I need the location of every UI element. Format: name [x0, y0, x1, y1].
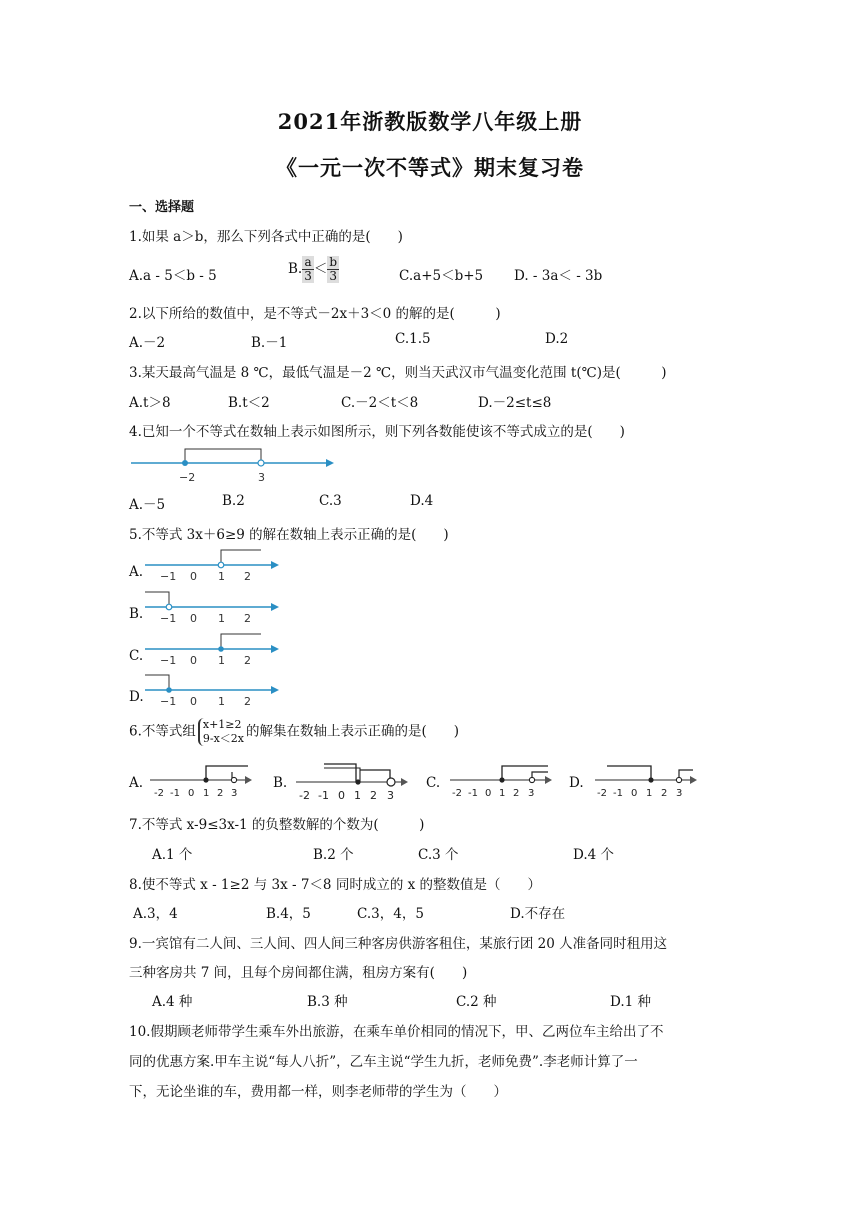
q2-option-b: B.－1 [251, 335, 288, 351]
q6-option-a-letter: A. [129, 775, 144, 791]
question-5-stem: 5.不等式 3x＋6≥9 的解在数轴上表示正确的是( ) [129, 527, 449, 543]
tick-label: 0 [631, 788, 638, 799]
tick-label: 2 [661, 788, 668, 799]
tick-label: 0 [190, 695, 197, 708]
q5-option-c-letter: C. [129, 648, 144, 664]
tick-label: 3 [231, 788, 238, 799]
tick-label: 2 [370, 789, 377, 802]
tick-label: 3 [528, 788, 535, 799]
question-9-stem-line-2: 三种客房共 7 间，且每个房间都住满，租房方案有( ) [129, 965, 468, 981]
system-line-2: 9-x＜2x [202, 732, 245, 745]
q4-number-line [129, 443, 339, 485]
q6-number-line-a [148, 758, 258, 800]
q5-number-line-c [143, 629, 283, 667]
tick-label: 2 [244, 612, 251, 625]
tick-label: 1 [203, 788, 210, 799]
q4-option-d: D.4 [410, 493, 434, 509]
tick-label: -2 [299, 789, 310, 802]
fraction-numerator: a [302, 256, 314, 270]
q6-number-line-b [294, 758, 414, 802]
q6-option-c-letter: C. [426, 775, 441, 791]
tick-label: -1 [613, 788, 623, 799]
q6-number-line-c [448, 758, 558, 800]
fraction-b-over-3 [327, 256, 339, 283]
q3-option-c: C.－2＜t＜8 [341, 395, 419, 411]
q1-option-a: A.a - 5＜b - 5 [129, 268, 217, 284]
fraction-numerator: b [329, 255, 338, 269]
q6-stem-prefix: 6.不等式组 [129, 723, 196, 740]
tick-label: -1 [170, 788, 180, 799]
tick-label: 1 [354, 789, 361, 802]
q7-option-c: C.3 个 [418, 847, 459, 863]
tick-label: 0 [338, 789, 345, 802]
question-6-stem [129, 718, 459, 746]
q1-option-d: D. - 3a＜ - 3b [514, 268, 603, 284]
tick-label: 0 [190, 654, 197, 667]
q1-option-c: C.a+5＜b+5 [399, 268, 484, 284]
q5-option-a-letter: A. [129, 564, 144, 580]
axis-label: −2 [179, 471, 196, 484]
q8-option-a: A.3，4 [133, 906, 178, 922]
tick-label: 2 [244, 695, 251, 708]
tick-label: −1 [160, 570, 177, 583]
q7-option-b: B.2 个 [313, 847, 354, 863]
tick-label: 0 [190, 612, 197, 625]
q7-option-a: A.1 个 [152, 847, 193, 863]
tick-label: 1 [218, 695, 225, 708]
q3-option-b: B.t＜2 [228, 395, 270, 411]
tick-label: −1 [160, 695, 177, 708]
question-2-stem: 2.以下所给的数值中，是不等式－2x＋3＜0 的解的是( ) [129, 306, 501, 322]
tick-label: -2 [597, 788, 607, 799]
title-line-1: 2021年浙教版数学八年级上册 [277, 109, 583, 134]
q7-option-d: D.4 个 [573, 847, 615, 863]
q6-option-b-letter: B. [273, 775, 288, 791]
section-heading: 一、选择题 [129, 200, 195, 215]
tick-label: -2 [154, 788, 164, 799]
q4-option-c: C.3 [319, 493, 342, 509]
q2-option-a: A.－2 [129, 335, 166, 351]
q5-number-line-d [143, 670, 283, 708]
tick-label: 2 [513, 788, 520, 799]
q4-option-b: B.2 [222, 493, 245, 509]
fraction-denominator: 3 [304, 269, 312, 283]
tick-label: -1 [468, 788, 478, 799]
tick-label: 1 [646, 788, 653, 799]
q2-option-c: C.1.5 [395, 331, 431, 347]
tick-label: 0 [188, 788, 195, 799]
q9-option-b: B.3 种 [307, 994, 348, 1010]
q4-option-a: A.－5 [129, 497, 166, 513]
tick-label: 3 [387, 789, 394, 802]
q6-number-line-d [593, 758, 703, 800]
q8-option-c: C.3，4，5 [357, 906, 424, 922]
tick-label: -1 [318, 789, 329, 802]
tick-label: 2 [244, 654, 251, 667]
q5-option-d-letter: D. [129, 689, 144, 705]
q8-option-b: B.4，5 [266, 906, 311, 922]
axis-label: 3 [258, 471, 265, 484]
tick-label: 2 [217, 788, 224, 799]
q2-option-d: D.2 [545, 331, 569, 347]
tick-label: −1 [160, 612, 177, 625]
title-line-2: 《一元一次不等式》期末复习卷 [276, 155, 584, 180]
tick-label: 0 [190, 570, 197, 583]
question-10-line-3: 下，无论坐谁的车，费用都一样，则李老师带的学生为（ ） [129, 1084, 507, 1100]
q9-option-a: A.4 种 [152, 994, 193, 1010]
question-3-stem: 3.某天最高气温是 8 ℃，最低气温是－2 ℃，则当天武汉市气温变化范围 t(℃)是( ) [129, 365, 667, 381]
tick-label: 1 [499, 788, 506, 799]
q9-option-c: C.2 种 [456, 994, 497, 1010]
question-8-stem: 8.使不等式 x - 1≥2 与 3x - 7＜8 同时成立的 x 的整数值是（ ） [129, 877, 542, 893]
inequality-system [198, 718, 244, 746]
question-7-stem: 7.不等式 x-9≤3x-1 的负整数解的个数为( ) [129, 817, 425, 833]
tick-label: -2 [452, 788, 462, 799]
tick-label: 1 [218, 570, 225, 583]
question-10-line-2: 同的优惠方案.甲车主说“每人八折”，乙车主说“学生九折，老师免费”.李老师计算了一 [129, 1054, 638, 1070]
q8-option-d: D.不存在 [510, 906, 566, 922]
q5-number-line-b [143, 587, 283, 625]
q1-option-b [288, 256, 339, 283]
q9-option-d: D.1 种 [610, 994, 652, 1010]
fraction-denominator: 3 [327, 270, 339, 283]
q6-stem-suffix: 的解集在数轴上表示正确的是( ) [246, 723, 460, 740]
tick-label: 1 [218, 654, 225, 667]
tick-label: −1 [160, 654, 177, 667]
question-9-stem-line-1: 9.一宾馆有二人间、三人间、四人间三种客房供游客租住，某旅行团 20 人准备同时租用这 [129, 936, 668, 952]
fraction-a-over-3 [302, 256, 314, 283]
question-1-stem: 1.如果 a＞b，那么下列各式中正确的是( ) [129, 229, 403, 245]
q5-option-b-letter: B. [129, 606, 144, 622]
tick-label: 3 [676, 788, 683, 799]
system-line-1: x+1≥2 [202, 718, 242, 731]
tick-label: 1 [218, 612, 225, 625]
question-4-stem: 4.已知一个不等式在数轴上表示如图所示，则下列各数能使该不等式成立的是( ) [129, 424, 625, 440]
q5-number-line-a [143, 545, 283, 583]
less-than-sign: ＜ [313, 261, 328, 277]
question-10-line-1: 10.假期顾老师带学生乘车外出旅游，在乘车单价相同的情况下，甲、乙两位车主给出了不 [129, 1024, 664, 1040]
tick-label: 0 [485, 788, 492, 799]
tick-label: 2 [244, 570, 251, 583]
q3-option-d: D.－2≤t≤8 [478, 395, 552, 411]
q3-option-a: A.t＞8 [129, 395, 171, 411]
q6-option-d-letter: D. [569, 775, 584, 791]
q1-option-b-prefix: B. [288, 261, 303, 277]
